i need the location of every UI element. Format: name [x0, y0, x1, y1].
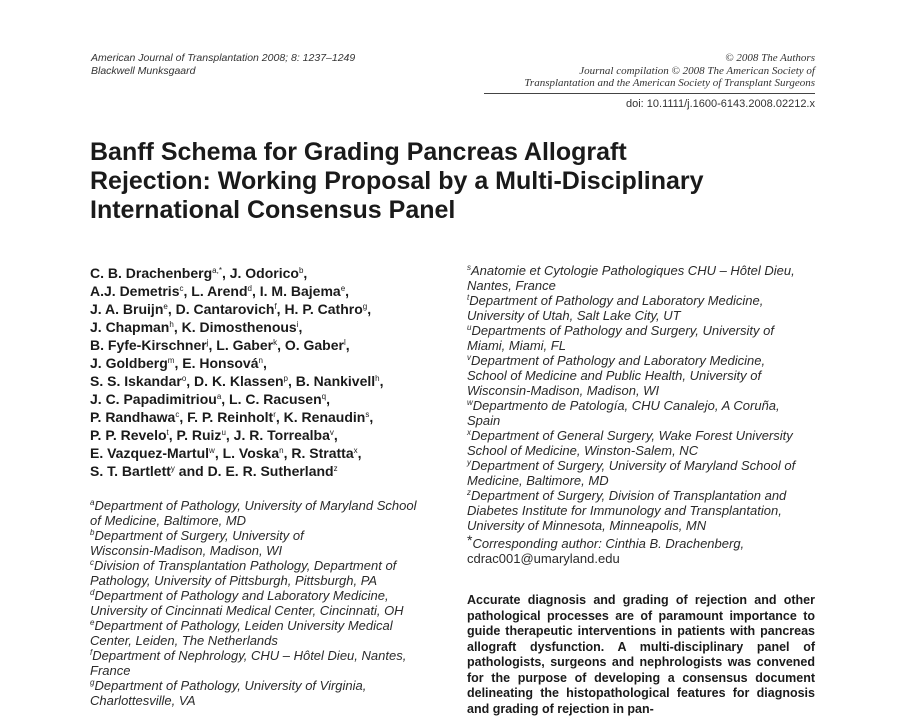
author-line: [90, 372, 450, 390]
author-line: [90, 426, 450, 444]
affiliation-text: of Medicine, Baltimore, MD: [90, 513, 247, 528]
affiliation-line: [90, 513, 445, 528]
affiliation-mark: y: [467, 458, 471, 467]
affiliation-line: [90, 633, 445, 648]
affiliation-mark: f: [90, 648, 93, 657]
affiliation-text: Miami, Miami, FL: [467, 338, 566, 353]
affiliation-mark: t: [467, 293, 470, 302]
affiliation-text: Department of Pathology and Laboratory Medicine,: [94, 588, 389, 603]
affiliations-left: [90, 498, 445, 708]
doi: doi: 10.1111/j.1600-6143.2008.02212.x: [626, 98, 815, 110]
author-name: ,: [367, 301, 372, 317]
author-line: [90, 408, 450, 426]
author-name: , L. Voska: [214, 445, 280, 461]
author-name: J. Chapman: [90, 319, 170, 335]
author-line: [90, 354, 450, 372]
affiliation-text: Department of Pathology and Laboratory Medicine,: [469, 293, 764, 308]
affiliation-item: [90, 648, 445, 678]
affiliation-mark: b: [90, 528, 95, 537]
affiliation-item: [90, 558, 445, 588]
affiliation-marker: q: [321, 392, 327, 401]
affiliation-marker: i: [296, 320, 299, 329]
author-line: [90, 318, 450, 336]
author-name: ,: [345, 283, 350, 299]
affiliation-marker: h: [375, 374, 380, 383]
affiliation-mark: c: [90, 558, 94, 567]
affiliation-text: Department of Surgery, Division of Transplantation and: [471, 488, 787, 503]
author-line: [90, 282, 450, 300]
affiliation-line: [467, 278, 827, 293]
affiliation-mark: g: [90, 678, 95, 687]
author-name: , B. Nankivell: [288, 373, 376, 389]
asterisk-mark: *: [467, 532, 473, 548]
affiliation-marker: e: [340, 284, 346, 293]
affiliation-line: [467, 443, 827, 458]
author-name: , D. Cantarovich: [167, 301, 275, 317]
journal-citation: [91, 52, 355, 78]
affiliation-marker: f: [274, 302, 277, 311]
affiliation-text: Departments of Pathology and Surgery, University of: [471, 323, 774, 338]
author-name: B. Fyfe-Kirschner: [90, 337, 207, 353]
affiliation-marker: y: [170, 464, 175, 473]
affiliation-text: School of Medicine, Winston-Salem, NC: [467, 443, 699, 458]
affiliation-line: [90, 678, 445, 693]
copyright-line: Journal compilation © 2008 The American Society of: [579, 64, 815, 77]
affiliation-text: Wisconsin-Madison, Madison, WI: [467, 383, 660, 398]
author-name: , J. Odorico: [221, 265, 299, 281]
affiliation-line: [90, 603, 445, 618]
author-name: , L. Arend: [183, 283, 248, 299]
affiliation-marker: x: [353, 446, 358, 455]
affiliation-marker: o: [181, 374, 187, 383]
affiliation-line: [90, 558, 445, 573]
affiliation-line: [467, 383, 827, 398]
corresponding-author: [467, 533, 827, 566]
author-line: [90, 390, 450, 408]
copyright-line: © 2008 The Authors: [725, 52, 815, 64]
author-name: , E. Honsová: [174, 355, 259, 371]
affiliation-text: Medicine, Baltimore, MD: [467, 473, 609, 488]
author-name: S. T. Bartlett: [90, 463, 171, 479]
affiliation-line: [467, 338, 827, 353]
author-name: ,: [369, 409, 374, 425]
affiliation-item: [467, 263, 827, 293]
affiliation-text: School of Medicine and Public Health, University of: [467, 368, 762, 383]
affiliation-line: [90, 543, 445, 558]
author-name: , I. M. Bajema: [251, 283, 341, 299]
author-line: [90, 444, 450, 462]
affiliation-text: Department of Pathology, Leiden University Medical: [94, 618, 393, 633]
affiliation-marker: k: [273, 338, 278, 347]
affiliation-mark: s: [467, 263, 471, 272]
affiliation-marker: n: [258, 356, 263, 365]
affiliation-item: [467, 398, 827, 428]
title-line: Banff Schema for Grading Pancreas Allograft: [90, 138, 627, 166]
author-name: ,: [345, 337, 350, 353]
affiliation-line: [90, 573, 445, 588]
author-name: J. Goldberg: [90, 355, 168, 371]
affiliation-text: Department of Pathology, University of Maryland School: [94, 498, 417, 513]
affiliation-marker: a,*: [212, 266, 222, 275]
affiliation-line: [467, 518, 827, 533]
affiliation-line: [467, 413, 827, 428]
author-name: J. C. Papadimitriou: [90, 391, 217, 407]
affiliation-marker: e: [163, 302, 168, 311]
paper-title: [90, 138, 810, 225]
affiliation-line: [467, 263, 827, 278]
affiliation-line: [90, 648, 445, 663]
affiliation-line: [467, 323, 827, 338]
affiliation-marker: s: [365, 410, 370, 419]
affiliation-item: [467, 353, 827, 398]
affiliation-text: Spain: [467, 413, 501, 428]
affiliation-text: Department of Surgery, University of Maryland School of: [471, 458, 796, 473]
affiliation-text: Wisconsin-Madison, Madison, WI: [90, 543, 283, 558]
author-name: ,: [379, 373, 384, 389]
affiliation-line: [467, 428, 827, 443]
copyright-line: Transplantation and the American Society of Transplant Surgeons: [524, 77, 815, 89]
affiliation-line: [90, 618, 445, 633]
affiliation-text: Department of Surgery, University of: [94, 528, 304, 543]
affiliation-item: [467, 428, 827, 458]
affiliation-text: University of Minnesota, Minneapolis, MN: [467, 518, 707, 533]
author-name: , P. Ruiz: [168, 427, 222, 443]
author-name: ,: [333, 427, 338, 443]
affiliation-mark: v: [467, 353, 471, 362]
author-name: , O. Gaber: [277, 337, 344, 353]
affiliation-marker: c: [179, 284, 184, 293]
author-name: P. P. Revelo: [90, 427, 167, 443]
affiliation-item: [90, 618, 445, 648]
affiliation-mark: z: [467, 488, 471, 497]
affiliation-marker: z: [333, 464, 338, 473]
affiliation-marker: d: [247, 284, 252, 293]
abstract-text: Accurate diagnosis and grading of rejection and other pathological processes are of paramount importance to guide therapeutic interventions in patients with pancreas allograft dysfunction. A multi-disciplinary panel of pathologists, surgeons and nephrologists was convened for the purpose of developing a consensus document delineating the histopathological features for diagnosis and grading of rejection in pan-: [467, 593, 815, 716]
author-name: S. S. Iskandar: [90, 373, 182, 389]
affiliation-text: Diabetes Institute for Immunology and Transplantation,: [467, 503, 782, 518]
affiliation-text: Nantes, France: [467, 278, 556, 293]
affiliation-text: University of Cincinnati Medical Center, Cincinnati, OH: [90, 603, 404, 618]
affiliation-marker: v: [329, 428, 334, 437]
affiliation-marker: t: [166, 428, 169, 437]
author-name: , K. Renaudin: [275, 409, 366, 425]
affiliation-text: Departmento de Patología, CHU Canalejo, A Coruña,: [472, 398, 780, 413]
affiliation-marker: b: [298, 266, 304, 275]
affiliation-line: [90, 588, 445, 603]
author-name: ,: [326, 391, 330, 407]
corresponding-label: Corresponding author: Cinthia B. Drachenberg,: [472, 536, 745, 551]
author-name: , L. C. Racusen: [221, 391, 322, 407]
affiliation-text: Department of Pathology, University of Virginia,: [94, 678, 367, 693]
affiliation-mark: e: [90, 618, 95, 627]
affiliation-line: [90, 693, 445, 708]
affiliation-line: [467, 293, 827, 308]
journal-line: American Journal of Transplantation 2008; 8: 1237–1249: [91, 52, 356, 64]
affiliation-line: [90, 663, 445, 678]
author-name: J. A. Bruijn: [90, 301, 164, 317]
affiliation-line: [467, 488, 827, 503]
affiliation-line: [90, 498, 445, 513]
author-name: , L. Gaber: [208, 337, 274, 353]
author-name: C. B. Drachenberg: [90, 265, 213, 281]
affiliation-text: Pathology, University of Pittsburgh, Pittsburgh, PA: [90, 573, 378, 588]
affiliation-text: Center, Leiden, The Netherlands: [90, 633, 278, 648]
title-line: Rejection: Working Proposal by a Multi-Disciplinary: [90, 167, 704, 195]
affiliation-line: [467, 473, 827, 488]
affiliation-marker: r: [273, 410, 276, 419]
author-name: A.J. Demetris: [90, 283, 180, 299]
affiliation-item: [90, 588, 445, 618]
affiliation-text: Charlottesville, VA: [90, 693, 196, 708]
affiliation-marker: n: [279, 446, 284, 455]
affiliation-line: [90, 528, 445, 543]
author-name: ,: [298, 319, 303, 335]
affiliation-marker: u: [221, 428, 226, 437]
affiliation-text: Department of Nephrology, CHU – Hôtel Dieu, Nantes,: [92, 648, 407, 663]
affiliation-marker: h: [169, 320, 174, 329]
author-name: ,: [262, 355, 267, 371]
affiliation-item: [467, 293, 827, 323]
affiliation-mark: d: [90, 588, 95, 597]
affiliation-text: France: [90, 663, 131, 678]
author-line: [90, 462, 450, 480]
affiliation-line: [467, 353, 827, 368]
affiliation-text: Division of Transplantation Pathology, Department of: [94, 558, 397, 573]
affiliation-line: [467, 368, 827, 383]
author-line: [90, 300, 450, 318]
author-name: , F. P. Reinholt: [179, 409, 274, 425]
affiliation-line: [467, 458, 827, 473]
affiliation-line: [467, 398, 827, 413]
affiliations-right: [467, 263, 827, 566]
affiliation-marker: c: [175, 410, 180, 419]
author-name: , R. Stratta: [283, 445, 354, 461]
affiliation-marker: l: [343, 338, 346, 347]
affiliation-item: [90, 498, 445, 528]
author-line: [90, 336, 450, 354]
affiliation-marker: p: [283, 374, 288, 383]
affiliation-mark: u: [467, 323, 472, 332]
copyright-block: [524, 52, 815, 90]
affiliation-mark: a: [90, 498, 95, 507]
title-line: International Consensus Panel: [90, 196, 456, 224]
affiliation-item: [90, 528, 445, 558]
affiliation-text: Anatomie et Cytologie Pathologiques CHU – Hôtel Dieu,: [471, 263, 795, 278]
header-rule: [484, 93, 815, 94]
affiliation-marker: m: [167, 356, 175, 365]
author-list: [90, 264, 450, 480]
author-name: P. Randhawa: [90, 409, 176, 425]
author-name: E. Vazquez-Martul: [90, 445, 210, 461]
affiliation-text: Department of General Surgery, Wake Forest University: [471, 428, 793, 443]
author-name: ,: [303, 265, 308, 281]
affiliation-line: [467, 503, 827, 518]
affiliation-item: [467, 458, 827, 488]
affiliation-marker: w: [209, 446, 215, 455]
affiliation-mark: x: [467, 428, 471, 437]
affiliation-marker: j: [206, 338, 209, 347]
publisher-line: Blackwell Munksgaard: [91, 65, 196, 77]
affiliation-marker: a: [216, 392, 222, 401]
author-name: , H. P. Cathro: [276, 301, 363, 317]
affiliation-text: Department of Pathology and Laboratory Medicine,: [471, 353, 766, 368]
author-name: , K. Dimosthenous: [173, 319, 297, 335]
affiliation-marker: g: [362, 302, 368, 311]
author-name: ,: [357, 445, 362, 461]
author-name: , J. R. Torrealba: [225, 427, 330, 443]
affiliation-item: [467, 323, 827, 353]
author-name: and D. E. R. Sutherland: [174, 463, 334, 479]
corresponding-email[interactable]: cdrac001@umaryland.edu: [467, 551, 620, 566]
affiliation-line: [467, 308, 827, 323]
author-name: , D. K. Klassen: [186, 373, 284, 389]
affiliation-item: [467, 488, 827, 533]
author-line: [90, 264, 450, 282]
affiliation-mark: w: [467, 398, 473, 407]
affiliation-text: University of Utah, Salt Lake City, UT: [467, 308, 681, 323]
